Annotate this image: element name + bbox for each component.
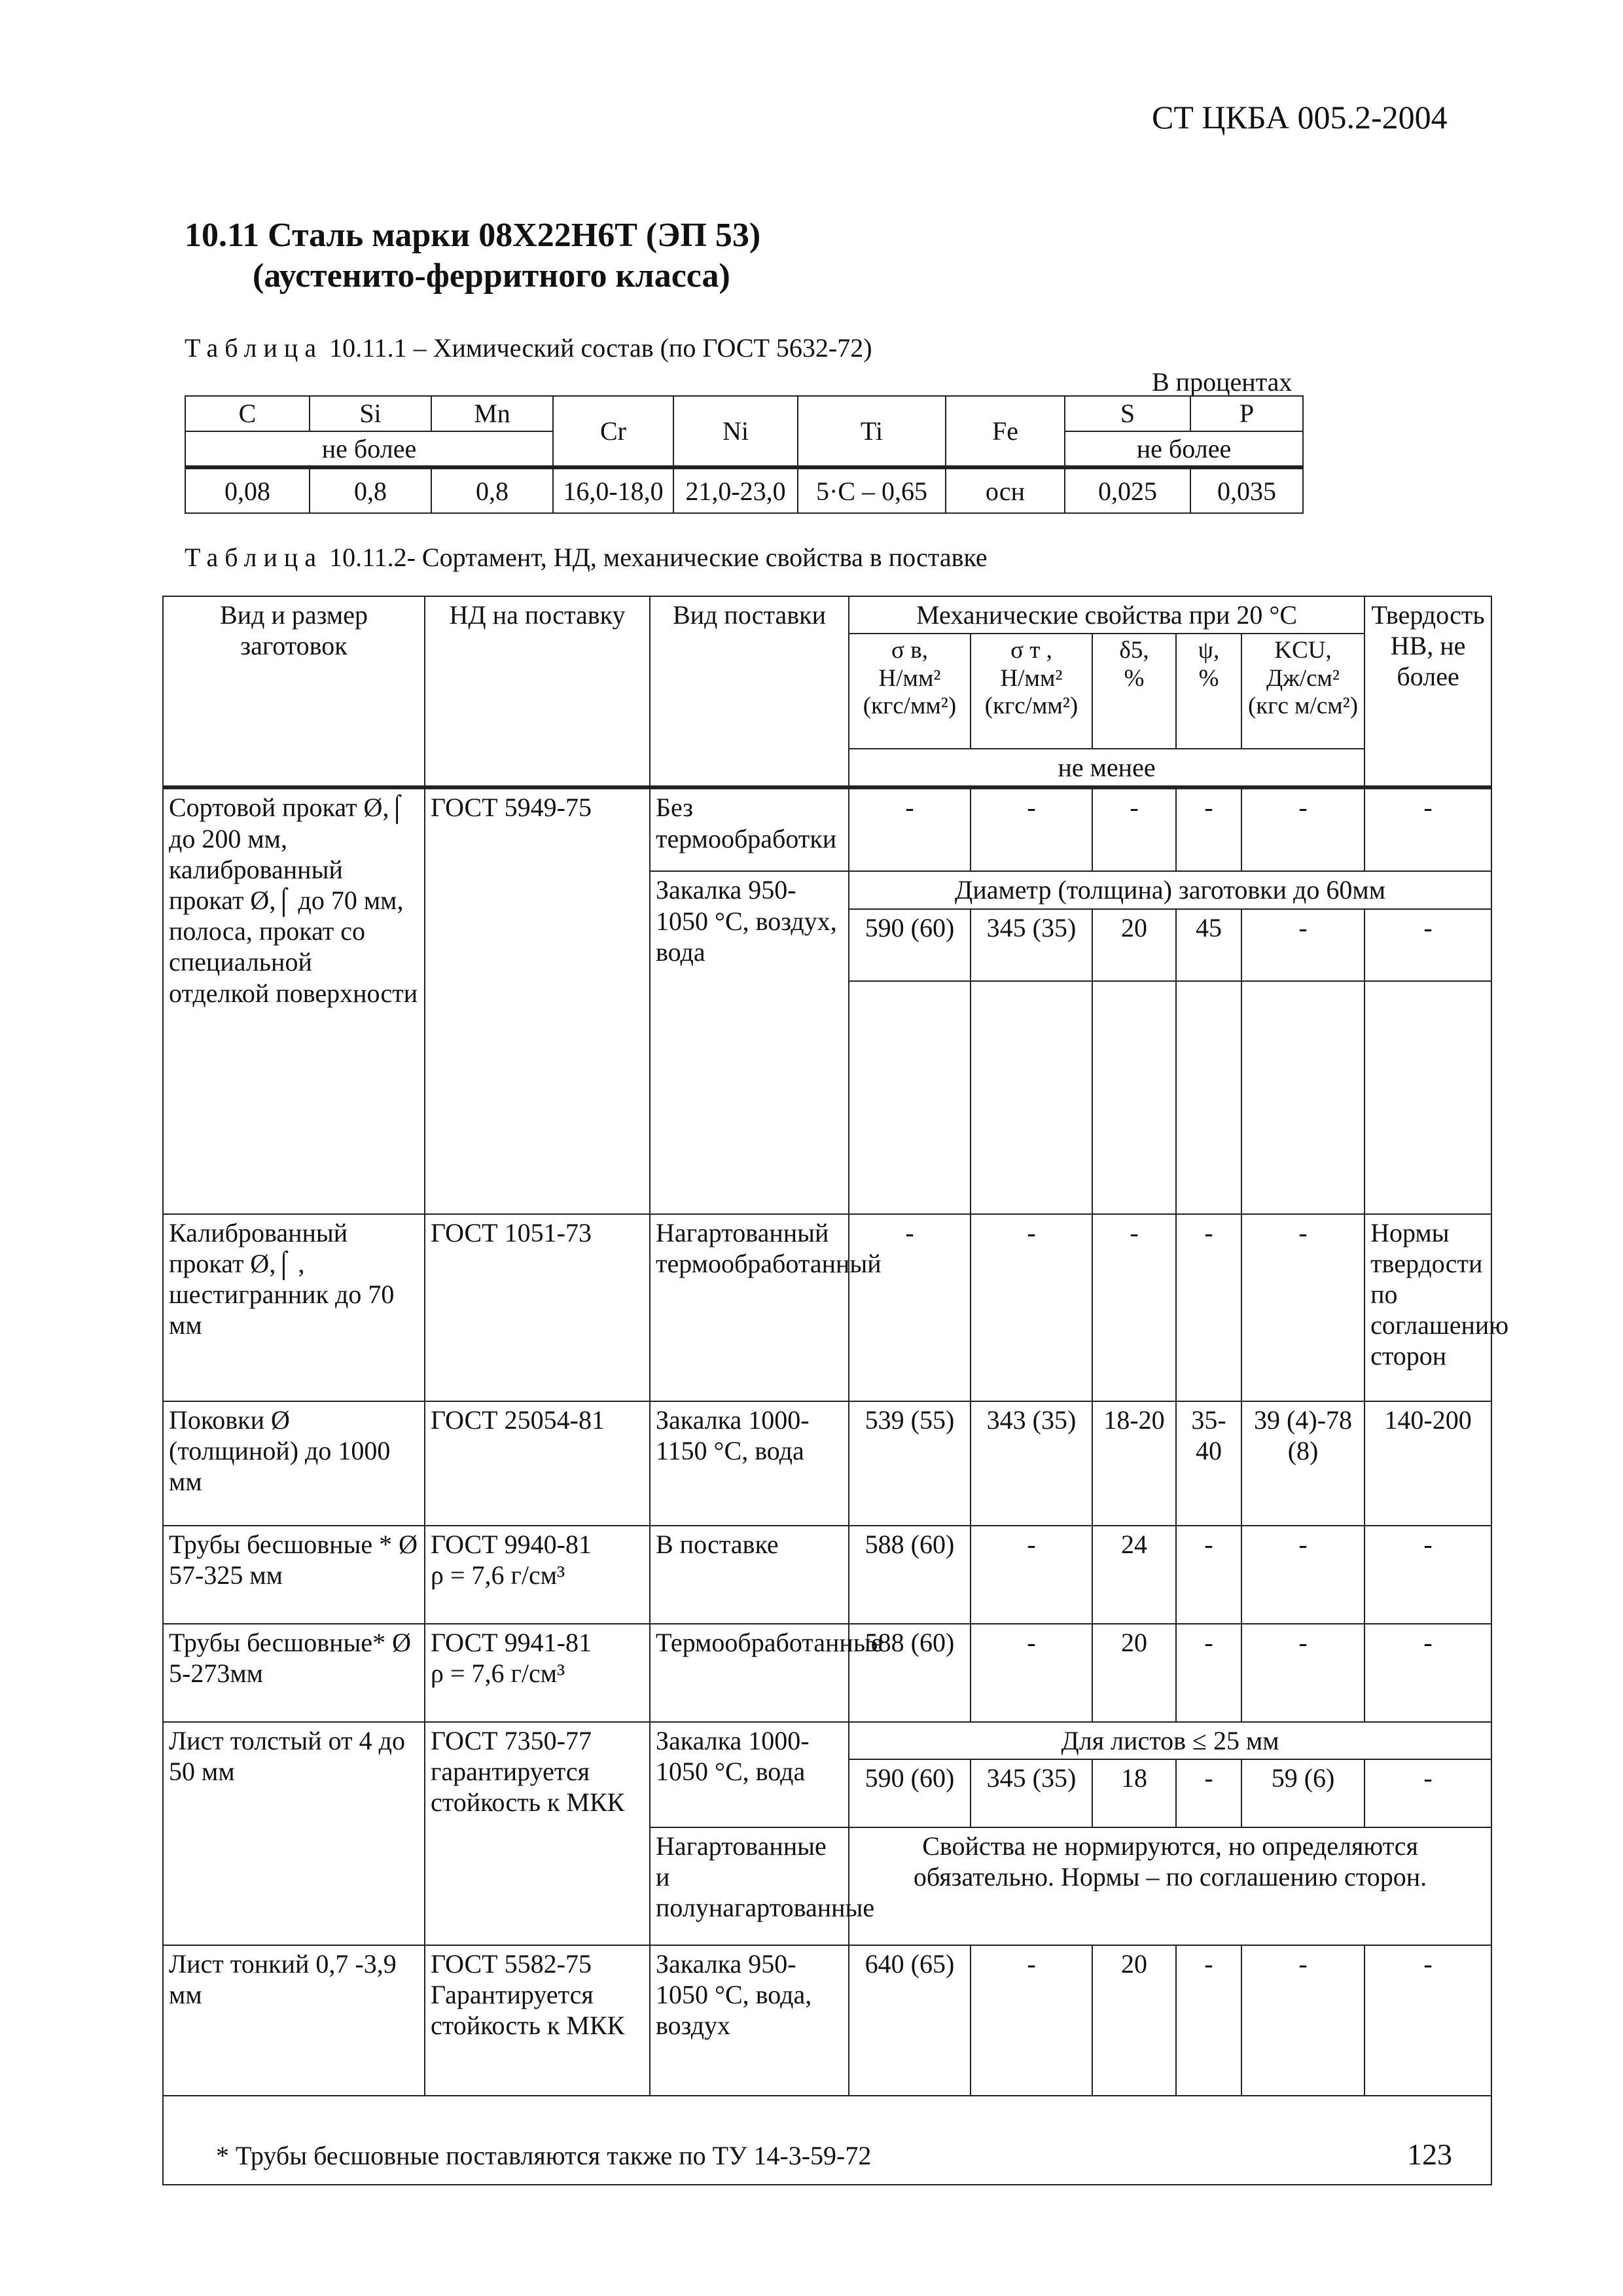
row4-kind: Трубы бесшовные * Ø 57-325 мм (163, 1526, 425, 1624)
table1-header-c: C (185, 396, 310, 431)
row7-psi: - (1176, 1945, 1241, 2096)
row2-sigma-b: - (849, 1214, 971, 1401)
delta-symbol: δ5, (1119, 637, 1149, 664)
table1-value-si: 0,8 (310, 467, 431, 513)
table1-value-c: 0,08 (185, 467, 310, 513)
table1-header-cr: Cr (553, 396, 673, 467)
sigma-b-symbol: σ в, (891, 637, 928, 664)
row6-kind: Лист толстый от 4 до 50 мм (163, 1722, 425, 1945)
row1a-sigma-t: - (971, 787, 1092, 871)
row1a-hardness: - (1364, 787, 1491, 871)
sigma-b-alt: (кгс/мм²) (863, 692, 957, 720)
row7-kind: Лист тонкий 0,7 -3,9 мм (163, 1945, 425, 2096)
row6a-delivery: Закалка 1000-1050 °С, вода (650, 1722, 849, 1827)
sigma-b-unit: Н/мм² (878, 664, 941, 692)
table1-header-si: Si (310, 396, 431, 431)
row1b-spacer (1364, 981, 1491, 1214)
row5-kcu: - (1241, 1624, 1364, 1722)
row4-kcu: - (1241, 1526, 1364, 1624)
row1b-delta: 20 (1092, 909, 1176, 981)
header-kind: Вид и размер заготовок (163, 596, 425, 787)
row6a-sigma-b: 590 (60) (849, 1759, 971, 1827)
psi-symbol: ψ, (1198, 637, 1220, 664)
row1b-psi: 45 (1176, 909, 1241, 981)
row1b-spacer (849, 981, 971, 1214)
row7-sigma-b: 640 (65) (849, 1945, 971, 2096)
header-sigma-t (971, 634, 1092, 749)
row1b-hardness: - (1364, 909, 1491, 981)
row3-sigma-b: 539 (55) (849, 1401, 971, 1526)
section-heading: 10.11 Сталь марки 08Х22Н6Т (ЭП 53) (185, 217, 761, 254)
row2-delta: - (1092, 1214, 1176, 1401)
row2-nd: ГОСТ 1051-73 (425, 1214, 650, 1401)
row4-psi: - (1176, 1526, 1241, 1624)
table1-header-mn: Mn (431, 396, 553, 431)
sigma-t-unit: Н/мм² (1000, 664, 1063, 692)
sigma-t-symbol: σ т , (1010, 637, 1052, 664)
row3-delta: 18-20 (1092, 1401, 1176, 1526)
table1-value-fe: осн (946, 467, 1065, 513)
row2-sigma-t: - (971, 1214, 1092, 1401)
row2-kcu: - (1241, 1214, 1364, 1401)
row7-hardness: - (1364, 1945, 1491, 2096)
table1-caption-prefix: Таблица (185, 333, 323, 363)
table1-value-cr: 16,0-18,0 (553, 467, 673, 513)
table2-caption-text: 10.11.2- Сортамент, НД, механические свойства в поставке (323, 543, 988, 572)
header-delivery: Вид поставки (650, 596, 849, 787)
row4-nd (425, 1526, 650, 1624)
row4-sigma-b: 588 (60) (849, 1526, 971, 1624)
table1-value-p: 0,035 (1190, 467, 1303, 513)
row6a-delta: 18 (1092, 1759, 1176, 1827)
row3-kind: Поковки Ø (толщиной) до 1000 мм (163, 1401, 425, 1526)
row1b-note: Диаметр (толщина) заготовки до 60мм (849, 871, 1491, 908)
kcu-symbol: KCU, (1274, 637, 1332, 664)
row7-nd: ГОСТ 5582-75 Гарантируется стойкость к МКК (425, 1945, 650, 2096)
header-delta (1092, 634, 1176, 749)
header-mech-properties (849, 596, 1364, 634)
document-code: СТ ЦКБА 005.2-2004 (1152, 99, 1448, 135)
row6b-delivery: Нагартованные и полунагартованные (650, 1827, 849, 1945)
header-nd: НД на поставку (425, 596, 650, 787)
delta-unit: % (1124, 664, 1145, 692)
row1-kind: Сортовой прокат Ø,⌠ до 200 мм, калиброванный прокат Ø,⌠ до 70 мм, полоса, прокат со специальной отделкой поверхности (163, 787, 425, 1213)
row1b-delivery: Закалка 950-1050 °С, воздух, вода (650, 871, 849, 1213)
row1b-kcu: - (1241, 909, 1364, 981)
header-kcu (1241, 634, 1364, 749)
row2-psi: - (1176, 1214, 1241, 1401)
row4-hardness: - (1364, 1526, 1491, 1624)
kcu-alt: (кгс м/см²) (1247, 692, 1359, 720)
row7-kcu: - (1241, 1945, 1364, 2096)
row3-nd: ГОСТ 25054-81 (425, 1401, 650, 1526)
table1-value-ni: 21,0-23,0 (673, 467, 798, 513)
row5-nd-standard: ГОСТ 9941-81 (431, 1627, 592, 1657)
row1b-spacer (971, 981, 1092, 1214)
table1-value-ti: 5·C – 0,65 (798, 467, 946, 513)
psi-unit: % (1198, 664, 1219, 692)
row7-delivery: Закалка 950-1050 °С, вода, воздух (650, 1945, 849, 2096)
row3-psi: 35-40 (1176, 1401, 1241, 1526)
row1b-spacer (1241, 981, 1364, 1214)
table1-header-p: P (1190, 396, 1303, 431)
row4-delivery: В поставке (650, 1526, 849, 1624)
row6a-kcu: 59 (6) (1241, 1759, 1364, 1827)
header-not-less: не менее (849, 749, 1364, 787)
row1b-sigma-b: 590 (60) (849, 909, 971, 981)
row3-delivery: Закалка 1000-1150 °С, вода (650, 1401, 849, 1526)
row4-sigma-t: - (971, 1526, 1092, 1624)
assortment-properties-table (162, 596, 1509, 2185)
row6a-psi: - (1176, 1759, 1241, 1827)
row2-kind: Калиброванный прокат Ø,⌠ , шестигранник до 70 мм (163, 1214, 425, 1401)
row1a-kcu: - (1241, 787, 1364, 871)
table1-value-mn: 0,8 (431, 467, 553, 513)
header-hardness: Твердость НВ, не более (1364, 596, 1491, 787)
row6b-text: Свойства не нормируются, но определяются обязательно. Нормы – по соглашению сторон. (849, 1827, 1491, 1945)
table2-footnote: * Трубы бесшовные поставляются также по ТУ 14-3-59-72 (163, 2096, 1491, 2185)
header-mech-text: Механические свойства при 20 °С (916, 600, 1298, 630)
row1a-sigma-b: - (849, 787, 971, 871)
table1-header-fe: Fe (946, 396, 1065, 467)
row1-nd: ГОСТ 5949-75 (425, 787, 650, 1213)
table1-not-more-right: не более (1065, 431, 1303, 467)
row6-note: Для листов ≤ 25 мм (849, 1722, 1491, 1759)
row1b-spacer (1092, 981, 1176, 1214)
table1-unit: В процентах (1152, 367, 1293, 397)
row5-nd-density: ρ = 7,6 г/см³ (431, 1658, 565, 1688)
row5-delivery: Термообработанные (650, 1624, 849, 1722)
row4-delta: 24 (1092, 1526, 1176, 1624)
row6-nd: ГОСТ 7350-77 гарантируется стойкость к МКК (425, 1722, 650, 1945)
table1-header-ti: Ti (798, 396, 946, 467)
table1-header-s: S (1065, 396, 1190, 431)
row3-hardness: 140-200 (1364, 1401, 1491, 1526)
row5-nd (425, 1624, 650, 1722)
row5-hardness: - (1364, 1624, 1491, 1722)
row3-kcu: 39 (4)-78 (8) (1241, 1401, 1364, 1526)
table1-value-s: 0,025 (1065, 467, 1190, 513)
row5-sigma-t: - (971, 1624, 1092, 1722)
row5-kind: Трубы бесшовные* Ø 5-273мм (163, 1624, 425, 1722)
table1-not-more-left: не более (185, 431, 553, 467)
row4-nd-standard: ГОСТ 9940-81 (431, 1529, 592, 1559)
row5-psi: - (1176, 1624, 1241, 1722)
row3-sigma-t: 343 (35) (971, 1401, 1092, 1526)
header-psi (1176, 634, 1241, 749)
header-sigma-b (849, 634, 971, 749)
table1-caption (185, 332, 872, 363)
row6a-sigma-t: 345 (35) (971, 1759, 1092, 1827)
section-subheading: (аустенито-ферритного класса) (253, 257, 730, 295)
row2-hardness: Нормы твердости по соглашению сторон (1364, 1214, 1491, 1401)
row1b-sigma-t: 345 (35) (971, 909, 1092, 981)
table1-header-ni: Ni (673, 396, 798, 467)
kcu-unit: Дж/см² (1266, 664, 1340, 692)
page-number: 123 (1407, 2138, 1452, 2171)
row7-sigma-t: - (971, 1945, 1092, 2096)
row7-delta: 20 (1092, 1945, 1176, 2096)
table2-caption (185, 542, 988, 573)
row6a-hardness: - (1364, 1759, 1491, 1827)
row5-delta: 20 (1092, 1624, 1176, 1722)
table2-caption-prefix: Таблица (185, 543, 323, 572)
row2-delivery: Нагартованный термообработанный (650, 1214, 849, 1401)
row1b-spacer (1176, 981, 1241, 1214)
row1a-psi: - (1176, 787, 1241, 871)
row4-nd-density: ρ = 7,6 г/см³ (431, 1560, 565, 1590)
row1a-delta: - (1092, 787, 1176, 871)
row5-sigma-b: 588 (60) (849, 1624, 971, 1722)
sigma-t-alt: (кгс/мм²) (984, 692, 1079, 720)
row1a-delivery: Без термообработки (650, 787, 849, 871)
chemical-composition-table (185, 395, 1304, 514)
table1-caption-text: 10.11.1 – Химический состав (по ГОСТ 5632-72) (323, 333, 872, 363)
